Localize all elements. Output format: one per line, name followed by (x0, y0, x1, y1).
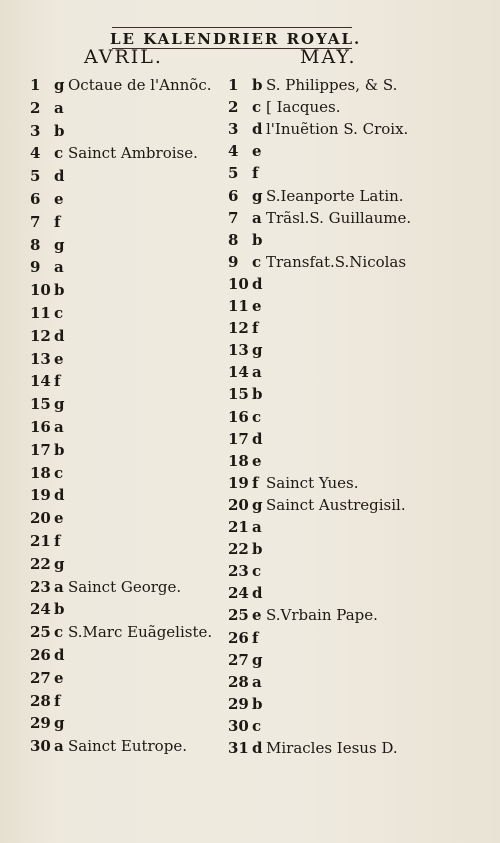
page-title: LE KALENDRIER ROYAL. (110, 30, 362, 48)
feast-name: Miracles Iesus D. (266, 739, 398, 757)
may-day-row (228, 494, 406, 516)
day-number: 8 (228, 230, 239, 249)
april-day-row (30, 439, 68, 461)
may-day-row (228, 74, 397, 96)
day-number: 18 (228, 451, 249, 470)
feast-name: Sainct Yues. (266, 473, 359, 492)
day-number: 16 (228, 407, 249, 426)
april-day-row (30, 644, 68, 666)
may-day-row (228, 185, 404, 207)
may-day-row (228, 406, 266, 428)
april-day-row (30, 507, 68, 529)
day-number: 24 (30, 600, 51, 619)
day-number: 4 (228, 142, 239, 161)
day-number: 23 (30, 577, 51, 596)
day-number: 31 (228, 739, 249, 757)
day-number: 9 (30, 258, 41, 277)
dominical-letter: d (54, 486, 65, 505)
dominical-letter: b (252, 230, 263, 249)
may-day-row (228, 118, 408, 140)
dominical-letter: b (54, 440, 65, 459)
may-day-row (228, 361, 266, 383)
may-day-row (228, 516, 266, 538)
april-day-row (30, 188, 68, 210)
dominical-letter: c (252, 562, 262, 581)
day-number: 12 (30, 326, 51, 345)
dominical-letter: c (54, 144, 64, 163)
may-heading: MAY. (300, 46, 357, 68)
dominical-letter: d (54, 167, 65, 186)
may-day-row (228, 715, 266, 737)
day-number: 19 (228, 473, 249, 492)
dominical-letter: f (252, 628, 259, 647)
dominical-letter: d (252, 120, 263, 139)
dominical-letter: b (54, 600, 65, 619)
dominical-letter: e (54, 190, 64, 208)
day-number: 26 (228, 628, 249, 647)
april-day-row (30, 690, 68, 712)
dominical-letter: c (252, 407, 262, 426)
day-number: 7 (228, 208, 239, 227)
may-day-row (228, 295, 266, 317)
day-number: 3 (30, 121, 41, 140)
dominical-letter: d (252, 274, 263, 293)
april-day-row (30, 348, 68, 370)
may-day-row (228, 251, 406, 273)
day-number: 21 (30, 532, 51, 550)
day-number: 5 (30, 167, 41, 186)
dominical-letter: c (252, 98, 262, 117)
dominical-letter: g (54, 554, 65, 573)
dominical-letter: b (54, 281, 65, 300)
april-day-row (30, 735, 187, 757)
day-number: 23 (228, 562, 249, 581)
feast-name: Transfat.S.Nicolas (266, 252, 407, 271)
may-day-row (228, 428, 266, 450)
day-number: 5 (228, 164, 239, 183)
day-number: 15 (30, 395, 51, 414)
day-number: 20 (30, 509, 51, 528)
day-number: 14 (228, 363, 249, 382)
dominical-letter: d (252, 584, 263, 603)
april-day-row (30, 256, 68, 278)
day-number: 14 (30, 372, 51, 391)
april-day-row (30, 370, 68, 392)
april-day-row (30, 530, 68, 552)
dominical-letter: g (54, 714, 65, 733)
april-day-row (30, 553, 68, 575)
dominical-letter: d (252, 739, 263, 757)
day-number: 10 (228, 274, 249, 293)
may-day-row (228, 693, 266, 715)
dominical-letter: a (252, 363, 262, 382)
feast-name: Sainct Austregisil. (266, 495, 406, 514)
april-day-row (30, 576, 181, 598)
dominical-letter: a (54, 577, 64, 596)
dominical-letter: e (54, 509, 64, 528)
april-day-row (30, 211, 68, 233)
day-number: 7 (30, 212, 41, 231)
dominical-letter: f (54, 532, 61, 550)
may-day-row (228, 560, 266, 582)
day-number: 15 (228, 385, 249, 404)
dominical-letter: g (252, 341, 263, 360)
dominical-letter: f (252, 164, 259, 183)
april-day-row (30, 142, 198, 164)
dominical-letter: c (54, 304, 64, 322)
dominical-letter: d (54, 646, 65, 664)
day-number: 22 (228, 540, 249, 559)
day-number: 11 (228, 297, 249, 315)
may-day-row (228, 96, 341, 118)
dominical-letter: g (54, 235, 65, 254)
dominical-letter: b (252, 76, 263, 94)
feast-name: Sainct Ambroise. (68, 144, 198, 163)
dominical-letter: e (54, 668, 64, 687)
feast-name: Sainct George. (68, 577, 182, 596)
may-day-row (228, 140, 266, 162)
april-day-row (30, 165, 68, 187)
april-day-row (30, 279, 68, 301)
day-number: 22 (30, 554, 51, 573)
day-number: 30 (228, 716, 249, 735)
dominical-letter: e (252, 142, 262, 161)
dominical-letter: d (252, 429, 263, 448)
may-day-row (228, 450, 266, 472)
day-number: 8 (30, 235, 41, 254)
april-day-row (30, 598, 68, 620)
may-day-row (228, 627, 266, 649)
april-day-row (30, 621, 212, 643)
april-day-row (30, 74, 212, 96)
feast-name: S.Marc Euãgeliste. (68, 623, 213, 642)
day-number: 20 (228, 495, 249, 514)
dominical-letter: e (54, 349, 64, 368)
day-number: 26 (30, 646, 51, 664)
day-number: 12 (228, 319, 249, 338)
day-number: 1 (30, 76, 41, 94)
day-number: 18 (30, 463, 51, 482)
day-number: 27 (30, 668, 51, 687)
may-day-row (228, 604, 378, 626)
feast-name: S.Vrbain Pape. (266, 606, 378, 625)
april-day-row (30, 302, 68, 324)
dominical-letter: a (252, 518, 262, 536)
feast-name: S. Philippes, & S. (266, 76, 398, 94)
day-number: 16 (30, 418, 51, 436)
dominical-letter: f (54, 212, 61, 231)
day-number: 29 (228, 694, 249, 713)
day-number: 30 (30, 737, 51, 756)
dominical-letter: c (54, 623, 64, 642)
april-day-row (30, 97, 68, 119)
april-day-row (30, 234, 68, 256)
april-day-row (30, 416, 68, 438)
april-day-row (30, 667, 68, 689)
may-day-row (228, 339, 266, 361)
dominical-letter: a (252, 208, 262, 227)
dominical-letter: a (54, 258, 64, 277)
dominical-letter: a (54, 418, 64, 436)
feast-name: l'Inuẽtion S. Croix. (266, 120, 409, 139)
day-number: 19 (30, 486, 51, 505)
dominical-letter: b (252, 694, 263, 713)
dominical-letter: c (252, 716, 262, 735)
dominical-letter: g (252, 495, 263, 514)
may-day-row (228, 538, 266, 560)
dominical-letter: a (252, 672, 262, 691)
april-day-row (30, 325, 68, 347)
dominical-letter: a (54, 98, 64, 117)
dominical-letter: c (252, 252, 262, 271)
may-day-row (228, 472, 358, 494)
dominical-letter: g (252, 186, 263, 205)
day-number: 9 (228, 252, 239, 271)
day-number: 25 (30, 623, 51, 642)
dominical-letter: g (54, 395, 65, 414)
header-rule-top (112, 27, 352, 28)
feast-name: Trãsl.S. Guillaume. (266, 208, 412, 227)
day-number: 21 (228, 518, 249, 536)
may-day-row (228, 273, 266, 295)
dominical-letter: b (252, 540, 263, 559)
day-number: 13 (30, 349, 51, 368)
april-day-row (30, 462, 68, 484)
feast-name: Octaue de l'Annõc. (68, 76, 212, 94)
april-heading: AVRIL. (84, 46, 163, 68)
dominical-letter: f (54, 372, 61, 391)
day-number: 28 (30, 691, 51, 710)
dominical-letter: e (252, 451, 262, 470)
may-day-row (228, 383, 266, 405)
day-number: 28 (228, 672, 249, 691)
feast-name: S.Ieanporte Latin. (266, 186, 404, 205)
day-number: 11 (30, 304, 51, 322)
feast-name: Sainct Eutrope. (68, 737, 187, 756)
may-day-row (228, 317, 266, 339)
dominical-letter: f (54, 691, 61, 710)
day-number: 6 (228, 186, 239, 205)
may-day-row (228, 737, 398, 759)
day-number: 4 (30, 144, 41, 163)
dominical-letter: b (252, 385, 263, 404)
dominical-letter: e (252, 606, 262, 625)
day-number: 24 (228, 584, 249, 603)
day-number: 25 (228, 606, 249, 625)
day-number: 1 (228, 76, 239, 94)
day-number: 6 (30, 190, 41, 208)
day-number: 2 (30, 98, 41, 117)
april-day-row (30, 120, 68, 142)
day-number: 17 (30, 440, 51, 459)
day-number: 13 (228, 341, 249, 360)
dominical-letter: f (252, 319, 259, 338)
dominical-letter: c (54, 463, 64, 482)
day-number: 27 (228, 650, 249, 669)
may-day-row (228, 671, 266, 693)
may-day-row (228, 162, 266, 184)
day-number: 17 (228, 429, 249, 448)
dominical-letter: f (252, 473, 259, 492)
dominical-letter: g (54, 76, 65, 94)
april-day-row (30, 484, 68, 506)
dominical-letter: e (252, 297, 262, 315)
day-number: 2 (228, 98, 239, 117)
april-day-row (30, 712, 68, 734)
may-day-row (228, 649, 266, 671)
dominical-letter: a (54, 737, 64, 756)
day-number: 10 (30, 281, 51, 300)
dominical-letter: g (252, 650, 263, 669)
feast-name: [ Iacques. (266, 98, 341, 117)
april-day-row (30, 393, 68, 415)
may-day-row (228, 582, 266, 604)
may-day-row (228, 229, 266, 251)
day-number: 3 (228, 120, 239, 139)
dominical-letter: b (54, 121, 65, 140)
day-number: 29 (30, 714, 51, 733)
dominical-letter: d (54, 326, 65, 345)
may-day-row (228, 207, 411, 229)
